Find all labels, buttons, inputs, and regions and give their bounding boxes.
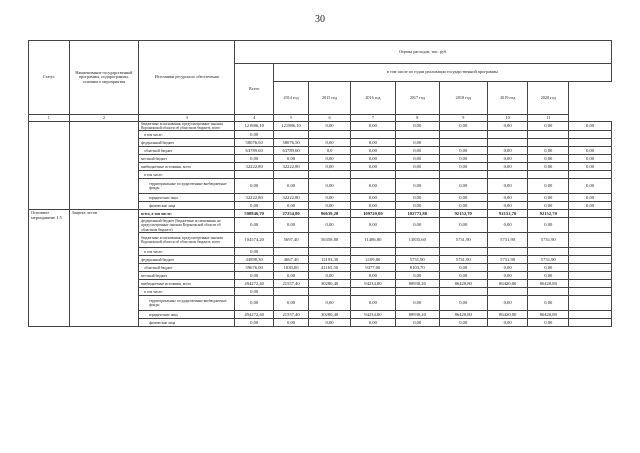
row-source-label: федеральный бюджет bbox=[139, 139, 235, 147]
value-cell bbox=[235, 171, 274, 179]
value-cell: 0,00 bbox=[350, 272, 395, 280]
value-cell: 121886,10 bbox=[235, 122, 274, 131]
header-status: Статус bbox=[29, 41, 70, 115]
value-cell bbox=[350, 131, 395, 139]
table-row bbox=[29, 210, 612, 218]
header-year: 2017 год bbox=[395, 82, 439, 115]
value-cell: 0,00 bbox=[350, 163, 395, 171]
value-cell bbox=[273, 131, 308, 139]
value-cell: 59676,00 bbox=[235, 264, 274, 272]
value-cell: 0,00 bbox=[487, 272, 528, 280]
value-cell: 0,00 bbox=[528, 202, 569, 210]
value-cell: 0,00 bbox=[309, 272, 351, 280]
value-cell: 0,00 bbox=[273, 272, 308, 280]
value-cell bbox=[395, 288, 439, 296]
value-cell: 86420,80 bbox=[487, 280, 528, 288]
value-cell bbox=[350, 248, 395, 256]
value-cell: 30280,40 bbox=[309, 280, 351, 288]
value-cell: 0,00 bbox=[487, 319, 528, 327]
value-cell: 0,00 bbox=[309, 155, 351, 163]
value-cell: 0,00 bbox=[439, 163, 487, 171]
row-source-label: физические лица bbox=[139, 202, 235, 210]
row-source-label: местный бюджет bbox=[139, 155, 235, 163]
value-cell: 494272,40 bbox=[235, 311, 274, 319]
value-cell bbox=[528, 248, 569, 256]
value-cell: 27254,80 bbox=[273, 210, 308, 218]
value-cell: 0,00 bbox=[309, 163, 351, 171]
value-cell: 0,00 bbox=[487, 179, 528, 194]
value-cell: 0,00 bbox=[309, 122, 351, 131]
value-cell bbox=[528, 139, 569, 147]
value-cell: 0,00 bbox=[273, 218, 308, 233]
value-cell: 63789,60 bbox=[235, 147, 274, 155]
value-cell: 0,00 bbox=[487, 296, 528, 311]
value-cell bbox=[569, 131, 612, 139]
value-cell: 0,00 bbox=[350, 147, 395, 155]
value-cell: 5731,90 bbox=[439, 233, 487, 248]
value-cell: 0,00 bbox=[439, 155, 487, 163]
value-cell bbox=[569, 256, 612, 264]
value-cell bbox=[309, 171, 351, 179]
value-cell: 121886,10 bbox=[273, 122, 308, 131]
value-cell: 0,00 bbox=[528, 296, 569, 311]
value-cell: 9377,00 bbox=[350, 264, 395, 272]
value-cell: 0,00 bbox=[439, 272, 487, 280]
value-cell: 0,00 bbox=[439, 319, 487, 327]
value-cell bbox=[350, 288, 395, 296]
value-cell: 0,00 bbox=[395, 122, 439, 131]
value-cell bbox=[273, 288, 308, 296]
value-cell: 0,00 bbox=[235, 288, 274, 296]
table-row bbox=[29, 122, 612, 131]
value-cell: 4667,40 bbox=[273, 256, 308, 264]
header-year: 2014 год bbox=[273, 82, 308, 115]
value-cell: 0,00 bbox=[309, 139, 351, 147]
value-cell: 0,00 bbox=[350, 155, 395, 163]
value-cell: 13835,60 bbox=[395, 233, 439, 248]
value-cell bbox=[569, 280, 612, 288]
value-cell: 0,00 bbox=[528, 272, 569, 280]
value-cell: 58076,50 bbox=[273, 139, 308, 147]
value-cell bbox=[569, 319, 612, 327]
header-name: Наименование государственной программы, подпрограммы, основного мероприятия bbox=[69, 41, 139, 115]
value-cell: 56358,80 bbox=[309, 233, 351, 248]
header-year: 2019 год bbox=[487, 82, 528, 115]
row-source-label: в том числе: bbox=[139, 248, 235, 256]
value-cell: 32222,80 bbox=[235, 194, 274, 202]
value-cell: 92152,70 bbox=[528, 210, 569, 218]
value-cell bbox=[528, 288, 569, 296]
value-cell bbox=[569, 218, 612, 233]
value-cell bbox=[528, 171, 569, 179]
row-status: Основное мероприятие 1.5 bbox=[29, 210, 70, 327]
value-cell: 1030,00 bbox=[273, 264, 308, 272]
value-cell: 0,00 bbox=[395, 163, 439, 171]
value-cell: 494272,40 bbox=[235, 280, 274, 288]
column-index: 11 bbox=[528, 115, 569, 122]
value-cell bbox=[395, 131, 439, 139]
header-by-year: в том числе по годам реализации государственной программы bbox=[273, 64, 611, 82]
value-cell: 5731,90 bbox=[439, 256, 487, 264]
value-cell: 0,00 bbox=[235, 155, 274, 163]
value-cell: 11486,80 bbox=[350, 233, 395, 248]
value-cell: 0,0 bbox=[309, 147, 351, 155]
value-cell: 0,00 bbox=[395, 139, 439, 147]
value-cell: 0,00 bbox=[350, 139, 395, 147]
value-cell bbox=[439, 139, 487, 147]
value-cell: 5697,40 bbox=[273, 233, 308, 248]
value-cell: 30280,40 bbox=[309, 311, 351, 319]
value-cell: 0,00 bbox=[395, 147, 439, 155]
value-cell: 21557,40 bbox=[273, 311, 308, 319]
value-cell: 0,00 bbox=[395, 179, 439, 194]
value-cell bbox=[395, 171, 439, 179]
value-cell: 5731,90 bbox=[487, 256, 528, 264]
column-index: 10 bbox=[487, 115, 528, 122]
value-cell bbox=[309, 248, 351, 256]
value-cell bbox=[309, 288, 351, 296]
row-source-label: бюджетные ассигнования, предусмотренные законом Воронежской области об областном бюджете, всего bbox=[139, 233, 235, 248]
row-source-label: всего, в том числе: bbox=[139, 210, 235, 218]
value-cell: 0,00 bbox=[235, 248, 274, 256]
value-cell: 0,00 bbox=[395, 319, 439, 327]
header-source: Источники ресурсного обеспечения bbox=[139, 41, 235, 115]
value-cell bbox=[487, 171, 528, 179]
column-index: 6 bbox=[309, 115, 351, 122]
value-cell: 0,00 bbox=[528, 163, 569, 171]
value-cell: 0,00 bbox=[528, 264, 569, 272]
value-cell: 0,00 bbox=[309, 194, 351, 202]
value-cell: 0,00 bbox=[528, 194, 569, 202]
value-cell: 8103,70 bbox=[395, 264, 439, 272]
column-index: 7 bbox=[350, 115, 395, 122]
value-cell bbox=[569, 233, 612, 248]
value-cell: 0,00 bbox=[273, 319, 308, 327]
value-cell: 86420,80 bbox=[528, 311, 569, 319]
header-year: 2015 год bbox=[309, 82, 351, 115]
value-cell: 86420,80 bbox=[439, 280, 487, 288]
column-index: 4 bbox=[235, 115, 274, 122]
value-cell bbox=[439, 248, 487, 256]
value-cell: 0,00 bbox=[235, 202, 274, 210]
column-index: 9 bbox=[439, 115, 487, 122]
value-cell: 0,00 bbox=[309, 179, 351, 194]
value-cell: 0,00 bbox=[273, 179, 308, 194]
value-cell bbox=[395, 248, 439, 256]
value-cell: 0,00 bbox=[350, 202, 395, 210]
row-source-label: бюджетные ассигнования, предусмотренные законом Воронежской области об областном бюджете, всего bbox=[139, 122, 235, 131]
value-cell: 0,00 bbox=[439, 296, 487, 311]
value-cell: 0,00 bbox=[350, 218, 395, 233]
value-cell: 0,00 bbox=[487, 163, 528, 171]
row-source-label: областной бюджет bbox=[139, 264, 235, 272]
value-cell: 0,00 bbox=[273, 155, 308, 163]
page-number: 30 bbox=[315, 14, 325, 25]
value-cell: 0,00 bbox=[528, 122, 569, 131]
value-cell: 2109,80 bbox=[350, 256, 395, 264]
value-cell: 0,00 bbox=[569, 147, 612, 155]
value-cell bbox=[439, 171, 487, 179]
header-year: 2020 год bbox=[528, 82, 569, 115]
row-source-label: юридические лица bbox=[139, 311, 235, 319]
value-cell: 0,00 bbox=[235, 131, 274, 139]
row-source-label: внебюджетные источники, всего bbox=[139, 280, 235, 288]
header-year: 2016 год bbox=[350, 82, 395, 115]
value-cell: 92152,70 bbox=[487, 210, 528, 218]
value-cell: 0,00 bbox=[487, 122, 528, 131]
value-cell: 88938,20 bbox=[395, 280, 439, 288]
column-index: 2 bbox=[69, 115, 139, 122]
value-cell: 0,00 bbox=[439, 194, 487, 202]
row-source-label: территориальные государственные внебюджетные фонды bbox=[139, 296, 235, 311]
value-cell: 0,00 bbox=[487, 264, 528, 272]
value-cell: 94234,00 bbox=[350, 280, 395, 288]
row-source-label: территориальные государственные внебюджетные фонды bbox=[139, 179, 235, 194]
value-cell: 0,00 bbox=[569, 163, 612, 171]
value-cell: 32222,80 bbox=[273, 163, 308, 171]
value-cell: 0,00 bbox=[439, 264, 487, 272]
value-cell: 0,00 bbox=[487, 202, 528, 210]
value-cell: 0,00 bbox=[395, 202, 439, 210]
value-cell: 104574,20 bbox=[235, 233, 274, 248]
value-cell: 598846,70 bbox=[235, 210, 274, 218]
value-cell: 5731,90 bbox=[487, 233, 528, 248]
value-cell: 0,00 bbox=[309, 202, 351, 210]
value-cell: 0,00 bbox=[350, 194, 395, 202]
value-cell: 0,00 bbox=[439, 122, 487, 131]
column-index: 3 bbox=[139, 115, 235, 122]
value-cell bbox=[439, 131, 487, 139]
value-cell bbox=[569, 171, 612, 179]
value-cell: 86420,80 bbox=[439, 311, 487, 319]
value-cell: 0,00 bbox=[235, 272, 274, 280]
value-cell: 0,00 bbox=[395, 296, 439, 311]
value-cell: 102773,80 bbox=[395, 210, 439, 218]
value-cell: 0,00 bbox=[309, 218, 351, 233]
row-source-label: юридические лица bbox=[139, 194, 235, 202]
value-cell: 0,00 bbox=[528, 218, 569, 233]
value-cell: 0,00 bbox=[395, 194, 439, 202]
row-source-label: федеральный бюджет bbox=[139, 256, 235, 264]
value-cell: 86420,80 bbox=[487, 311, 528, 319]
value-cell: 0,00 bbox=[350, 179, 395, 194]
value-cell: 0,00 bbox=[487, 218, 528, 233]
value-cell: 21557,40 bbox=[273, 280, 308, 288]
value-cell: 109720,80 bbox=[350, 210, 395, 218]
expense-table bbox=[28, 40, 612, 327]
value-cell: 5731,90 bbox=[395, 256, 439, 264]
value-cell: 0,00 bbox=[528, 147, 569, 155]
value-cell: 0,00 bbox=[528, 179, 569, 194]
column-index: 1 bbox=[29, 115, 70, 122]
value-cell: 0,00 bbox=[487, 194, 528, 202]
value-cell bbox=[569, 296, 612, 311]
value-cell bbox=[487, 248, 528, 256]
value-cell: 0,00 bbox=[309, 296, 351, 311]
value-cell: 88938,20 bbox=[395, 311, 439, 319]
value-cell: 0,00 bbox=[235, 319, 274, 327]
row-source-label: в том числе: bbox=[139, 131, 235, 139]
value-cell bbox=[569, 264, 612, 272]
value-cell bbox=[487, 131, 528, 139]
value-cell: 0,00 bbox=[439, 202, 487, 210]
value-cell: 86639,20 bbox=[309, 210, 351, 218]
row-source-label: местный бюджет bbox=[139, 272, 235, 280]
value-cell: 0,00 bbox=[487, 147, 528, 155]
row-name bbox=[69, 122, 139, 210]
value-cell bbox=[569, 272, 612, 280]
value-cell: 0,00 bbox=[309, 319, 351, 327]
value-cell bbox=[569, 139, 612, 147]
value-cell: 0,00 bbox=[569, 179, 612, 194]
row-source-label: федеральный бюджет (бюджетные ассигнования, не предусмотренные законом Воронежской области об областном бюджете) bbox=[139, 218, 235, 233]
value-cell bbox=[309, 131, 351, 139]
row-source-label: в том числе: bbox=[139, 288, 235, 296]
value-cell: 0,00 bbox=[569, 155, 612, 163]
value-cell: 0,00 bbox=[350, 296, 395, 311]
value-cell bbox=[569, 311, 612, 319]
row-source-label: физические лица bbox=[139, 319, 235, 327]
header-year: 2018 год bbox=[439, 82, 487, 115]
value-cell: 94234,00 bbox=[350, 311, 395, 319]
value-cell: 41165,50 bbox=[309, 264, 351, 272]
value-cell: 92152,70 bbox=[439, 210, 487, 218]
value-cell bbox=[273, 171, 308, 179]
value-cell: 0,00 bbox=[569, 202, 612, 210]
row-name: Защита лесов bbox=[69, 210, 139, 327]
value-cell bbox=[569, 248, 612, 256]
value-cell: 0,00 bbox=[273, 202, 308, 210]
value-cell: 63789,60 bbox=[273, 147, 308, 155]
value-cell bbox=[487, 139, 528, 147]
value-cell bbox=[528, 131, 569, 139]
value-cell: 0,00 bbox=[528, 155, 569, 163]
header-total: Всего bbox=[235, 64, 274, 115]
value-cell: 32222,80 bbox=[235, 163, 274, 171]
row-source-label: областной бюджет bbox=[139, 147, 235, 155]
value-cell: 0,00 bbox=[350, 122, 395, 131]
value-cell: 0,00 bbox=[439, 147, 487, 155]
value-cell: 0,00 bbox=[235, 296, 274, 311]
value-cell: 0,00 bbox=[569, 194, 612, 202]
row-status bbox=[29, 122, 70, 210]
row-source-label: внебюджетные источники, всего bbox=[139, 163, 235, 171]
value-cell: 0,00 bbox=[235, 218, 274, 233]
value-cell: 32222,80 bbox=[273, 194, 308, 202]
value-cell: 0,00 bbox=[487, 155, 528, 163]
value-cell: 15193,30 bbox=[309, 256, 351, 264]
header-estimate: Оценка расходов, тыс. руб. bbox=[235, 41, 612, 64]
value-cell: 0,00 bbox=[395, 272, 439, 280]
value-cell: 0,00 bbox=[439, 218, 487, 233]
value-cell bbox=[569, 210, 612, 218]
value-cell: 0,00 bbox=[350, 319, 395, 327]
column-index: 5 bbox=[273, 115, 308, 122]
value-cell bbox=[569, 288, 612, 296]
value-cell: 44898,30 bbox=[235, 256, 274, 264]
value-cell bbox=[487, 288, 528, 296]
value-cell: 0,00 bbox=[439, 179, 487, 194]
value-cell: 0,00 bbox=[395, 218, 439, 233]
value-cell bbox=[273, 248, 308, 256]
value-cell bbox=[439, 288, 487, 296]
value-cell: 5731,90 bbox=[528, 256, 569, 264]
value-cell: 5731,90 bbox=[528, 233, 569, 248]
value-cell bbox=[350, 171, 395, 179]
column-index: 8 bbox=[395, 115, 439, 122]
value-cell: 0,00 bbox=[273, 296, 308, 311]
value-cell: 0,00 bbox=[235, 179, 274, 194]
value-cell: 0,00 bbox=[569, 122, 612, 131]
value-cell: 86420,80 bbox=[528, 280, 569, 288]
value-cell: 58076,50 bbox=[235, 139, 274, 147]
row-source-label: в том числе: bbox=[139, 171, 235, 179]
value-cell: 0,00 bbox=[395, 155, 439, 163]
value-cell: 0,00 bbox=[528, 319, 569, 327]
